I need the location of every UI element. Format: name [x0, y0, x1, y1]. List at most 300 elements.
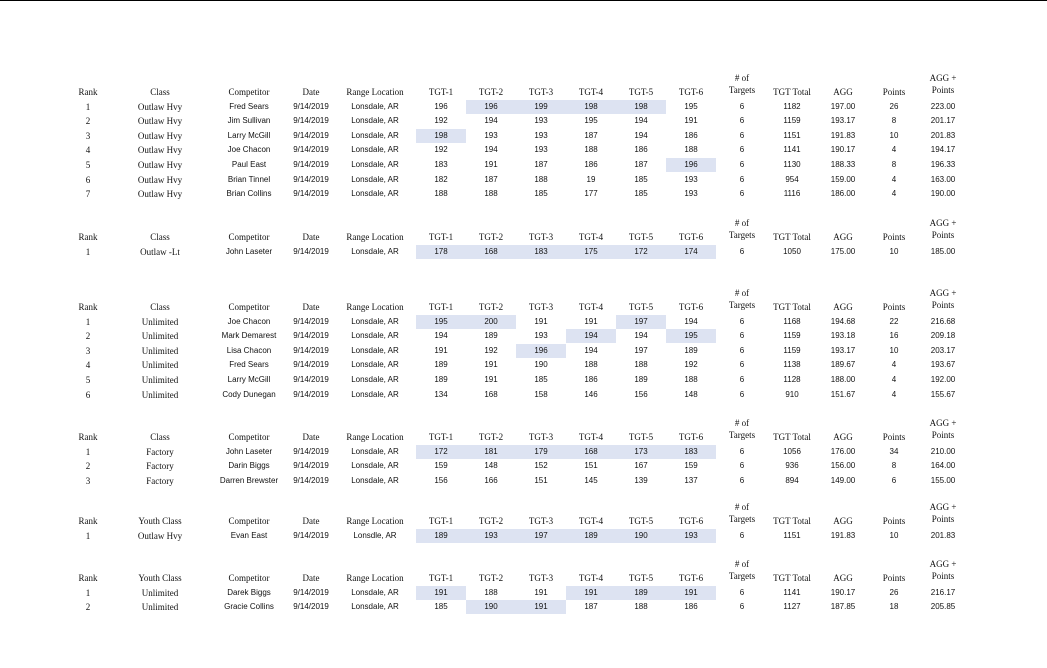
header-num-targets-line2: Targets	[728, 571, 756, 581]
competitor-cell: Gracie Collins	[224, 602, 274, 612]
tgt-cell: 183	[666, 445, 716, 459]
tgt-cell: 168	[484, 389, 498, 399]
header-class: Youth Class	[138, 516, 182, 526]
agg-cell: 190.17	[830, 587, 856, 597]
header-num-targets-line2: Targets	[728, 514, 756, 524]
header-range-location: Range Location	[346, 232, 404, 242]
tgt-cell: 185	[534, 189, 548, 199]
tgt-cell: 151	[534, 475, 548, 485]
tgt-cell: 198	[566, 100, 616, 114]
tgt-cell: 156	[434, 475, 448, 485]
header-tgt5: TGT-5	[628, 87, 654, 97]
tgt-cell: 200	[466, 315, 516, 329]
tgt-total-cell: 1141	[783, 145, 801, 155]
competitor-cell: Lisa Chacon	[226, 345, 272, 355]
header-tgt-total: TGT Total	[773, 87, 811, 97]
agg-plus-points-cell: 209.18	[930, 331, 956, 341]
header-num-targets	[722, 287, 762, 315]
header-tgt4: TGT-4	[578, 87, 604, 97]
tgt-cell: 145	[584, 475, 598, 485]
tgt-cell: 194	[434, 331, 448, 341]
header-agg: AGG	[833, 432, 853, 442]
rank-cell: 1	[85, 530, 91, 541]
date-cell: 9/14/2019	[293, 360, 329, 370]
tgt-cell: 191	[534, 316, 548, 326]
targets-cell: 6	[739, 116, 745, 126]
agg-plus-points-cell: 216.68	[930, 316, 956, 326]
header-tgt1: TGT-1	[428, 432, 454, 442]
tgt-cell: 179	[516, 445, 566, 459]
tgt-cell: 192	[434, 145, 448, 155]
rank-cell: 1	[85, 587, 91, 598]
header-agg-plus-line1: AGG +	[929, 73, 957, 83]
targets-cell: 6	[739, 101, 745, 111]
agg-cell: 191.83	[830, 130, 856, 140]
header-range-location: Range Location	[346, 432, 404, 442]
class-cell: Unlimited	[141, 389, 179, 400]
competitor-cell: Darren Brewster	[219, 475, 279, 485]
range-location-cell: Lonsdale, AR	[351, 360, 399, 370]
header-row	[0, 300, 1047, 314]
tgt-cell: 188	[684, 375, 698, 384]
table-row	[0, 315, 1047, 329]
targets-cell: 6	[739, 174, 745, 184]
competitor-cell: Mark Demarest	[221, 331, 277, 341]
competitor-cell: John Laseter	[225, 246, 273, 256]
tgt-cell: 189	[616, 586, 666, 600]
class-cell: Outlaw Hvy	[137, 189, 183, 200]
header-competitor: Competitor	[228, 432, 270, 442]
agg-plus-points-cell: 201.17	[930, 116, 956, 126]
tgt-cell: 188	[534, 174, 548, 184]
rank-cell: 2	[85, 461, 91, 472]
agg-cell: 175.00	[830, 246, 856, 256]
agg-plus-points-cell: 223.00	[930, 101, 956, 111]
table-row	[0, 373, 1047, 387]
agg-cell: 151.67	[830, 389, 856, 399]
class-cell: Factory	[146, 461, 174, 472]
header-agg-plus-line1: AGG +	[929, 418, 957, 428]
header-tgt5: TGT-5	[628, 573, 654, 583]
rank-cell: 1	[85, 101, 91, 112]
header-num-targets	[722, 217, 762, 245]
header-tgt2: TGT-2	[478, 87, 504, 97]
competitor-cell: Cody Dunegan	[222, 389, 276, 399]
tgt-cell: 156	[634, 389, 648, 399]
date-cell: 9/14/2019	[293, 101, 329, 111]
targets-cell: 6	[739, 602, 745, 612]
header-tgt1: TGT-1	[428, 302, 454, 312]
points-cell: 4	[891, 389, 897, 399]
range-location-cell: Lonsdale, AR	[351, 331, 399, 341]
tgt-cell: 193	[534, 116, 548, 126]
header-num-targets-line1: # of	[734, 218, 750, 228]
rank-cell: 1	[85, 316, 91, 327]
agg-plus-points-cell: 193.67	[930, 360, 956, 370]
tgt-cell: 188	[434, 189, 448, 199]
tgt-cell: 186	[634, 145, 648, 155]
targets-cell: 6	[739, 316, 745, 326]
tgt-total-cell: 1168	[783, 316, 801, 326]
header-tgt6: TGT-6	[678, 87, 704, 97]
tgt-cell: 190	[616, 529, 666, 543]
header-tgt5: TGT-5	[628, 232, 654, 242]
top-border	[0, 0, 1047, 1]
header-tgt6: TGT-6	[678, 232, 704, 242]
tgt-total-cell: 936	[785, 461, 799, 471]
agg-plus-points-cell: 185.00	[930, 246, 956, 256]
date-cell: 9/14/2019	[293, 389, 329, 399]
header-points: Points	[882, 516, 906, 526]
header-tgt2: TGT-2	[478, 432, 504, 442]
tgt-cell: 189	[434, 375, 448, 384]
tgt-cell: 193	[684, 174, 698, 184]
points-cell: 26	[889, 101, 899, 111]
competitor-cell: Evan East	[230, 530, 268, 540]
rank-cell: 4	[85, 360, 91, 371]
tgt-cell: 168	[466, 245, 516, 259]
table-row	[0, 173, 1047, 187]
agg-cell: 187.85	[830, 602, 856, 612]
header-class: Class	[150, 302, 170, 312]
range-location-cell: Lonsdale, AR	[351, 145, 399, 155]
tgt-cell: 187	[534, 160, 548, 169]
range-location-cell: Lonsdale, AR	[351, 461, 399, 471]
header-num-targets-line2: Targets	[728, 230, 756, 240]
header-tgt-total: TGT Total	[773, 302, 811, 312]
rank-cell: 2	[85, 116, 91, 127]
date-cell: 9/14/2019	[293, 331, 329, 341]
tgt-cell: 172	[616, 245, 666, 259]
table-row	[0, 100, 1047, 114]
header-num-targets	[722, 558, 762, 586]
header-num-targets	[722, 417, 762, 445]
header-range-location: Range Location	[346, 516, 404, 526]
agg-plus-points-cell: 155.00	[930, 475, 956, 485]
tgt-cell: 191	[416, 586, 466, 600]
header-num-targets-line2: Targets	[728, 430, 756, 440]
tgt-cell: 183	[516, 245, 566, 259]
targets-cell: 6	[739, 145, 745, 155]
table-row	[0, 158, 1047, 172]
header-tgt6: TGT-6	[678, 302, 704, 312]
class-cell: Unlimited	[141, 602, 179, 613]
agg-cell: 193.17	[830, 116, 856, 126]
table-row	[0, 445, 1047, 459]
tgt-cell: 183	[434, 160, 448, 169]
range-location-cell: Lonsdale, AR	[351, 189, 399, 199]
range-location-cell: Lonsdale, AR	[351, 587, 399, 597]
header-agg: AGG	[833, 232, 853, 242]
range-location-cell: Lonsdale, AR	[351, 446, 399, 456]
agg-plus-points-cell: 196.33	[930, 160, 956, 169]
tgt-cell: 193	[466, 529, 516, 543]
header-date: Date	[302, 87, 320, 97]
tgt-cell: 152	[534, 461, 548, 471]
points-cell: 4	[891, 174, 897, 184]
tgt-cell: 198	[416, 129, 466, 143]
agg-plus-points-cell: 192.00	[930, 375, 956, 384]
targets-cell: 6	[739, 189, 745, 199]
table-row	[0, 529, 1047, 543]
date-cell: 9/14/2019	[293, 530, 329, 540]
table-row	[0, 586, 1047, 600]
table-row	[0, 388, 1047, 402]
header-competitor: Competitor	[228, 87, 270, 97]
targets-cell: 6	[739, 475, 745, 485]
tgt-cell: 186	[684, 130, 698, 140]
tgt-cell: 159	[684, 461, 698, 471]
targets-cell: 6	[739, 160, 745, 169]
agg-plus-points-cell: 164.00	[930, 461, 956, 471]
header-num-targets-line1: # of	[734, 559, 750, 569]
tgt-cell: 188	[634, 602, 648, 612]
tgt-cell: 181	[466, 445, 516, 459]
header-date: Date	[302, 573, 320, 583]
targets-cell: 6	[739, 587, 745, 597]
date-cell: 9/14/2019	[293, 475, 329, 485]
header-tgt3: TGT-3	[528, 232, 554, 242]
header-tgt6: TGT-6	[678, 432, 704, 442]
header-competitor: Competitor	[228, 302, 270, 312]
header-rank: Rank	[78, 516, 98, 526]
header-tgt6: TGT-6	[678, 516, 704, 526]
date-cell: 9/14/2019	[293, 246, 329, 256]
tgt-cell: 199	[516, 100, 566, 114]
rank-cell: 5	[85, 375, 91, 385]
range-location-cell: Lonsdale, AR	[351, 475, 399, 485]
points-cell: 4	[891, 360, 897, 370]
agg-cell: 191.83	[830, 530, 856, 540]
rank-cell: 3	[85, 475, 91, 486]
header-points: Points	[882, 87, 906, 97]
date-cell: 9/14/2019	[293, 345, 329, 355]
tgt-cell: 188	[584, 145, 598, 155]
rank-cell: 3	[85, 345, 91, 356]
points-cell: 6	[891, 475, 897, 485]
header-date: Date	[302, 232, 320, 242]
tgt-total-cell: 1151	[783, 530, 801, 540]
tgt-cell: 196	[434, 101, 448, 111]
tgt-cell: 167	[634, 461, 648, 471]
header-tgt3: TGT-3	[528, 87, 554, 97]
tgt-cell: 189	[684, 345, 698, 355]
range-location-cell: Lonsdale, AR	[351, 174, 399, 184]
points-cell: 18	[889, 602, 899, 612]
header-class: Youth Class	[138, 573, 182, 583]
agg-plus-points-cell: 203.17	[930, 345, 956, 355]
tgt-total-cell: 1141	[783, 587, 801, 597]
tgt-cell: 196	[666, 158, 716, 172]
agg-cell: 159.00	[830, 174, 856, 184]
tgt-cell: 191	[516, 600, 566, 614]
tgt-cell: 175	[566, 245, 616, 259]
header-agg-plus-line2: Points	[931, 85, 955, 95]
header-tgt3: TGT-3	[528, 302, 554, 312]
header-tgt1: TGT-1	[428, 232, 454, 242]
tgt-cell: 193	[534, 130, 548, 140]
header-agg-plus-line2: Points	[931, 430, 955, 440]
header-tgt1: TGT-1	[428, 573, 454, 583]
tgt-cell: 178	[416, 245, 466, 259]
points-cell: 16	[889, 331, 899, 341]
tgt-cell: 194	[634, 331, 648, 341]
header-range-location: Range Location	[346, 573, 404, 583]
tgt-cell: 197	[516, 529, 566, 543]
header-tgt2: TGT-2	[478, 516, 504, 526]
header-rank: Rank	[78, 573, 98, 583]
agg-plus-points-cell: 205.85	[930, 602, 956, 612]
tgt-total-cell: 1159	[783, 116, 801, 126]
table-row	[0, 187, 1047, 201]
tgt-cell: 168	[566, 445, 616, 459]
points-cell: 8	[891, 116, 897, 126]
agg-cell: 186.00	[830, 189, 856, 199]
header-num-targets	[722, 72, 762, 100]
agg-plus-points-cell: 201.83	[930, 130, 956, 140]
points-cell: 4	[891, 189, 897, 199]
tgt-total-cell: 1127	[783, 602, 801, 612]
header-num-targets-line1: # of	[734, 418, 750, 428]
header-competitor: Competitor	[228, 232, 270, 242]
header-class: Class	[150, 232, 170, 242]
class-cell: Outlaw Hvy	[137, 160, 183, 170]
tgt-total-cell: 1128	[783, 375, 801, 384]
header-rank: Rank	[78, 302, 98, 312]
range-location-cell: Lonsdale, AR	[351, 316, 399, 326]
agg-cell: 190.17	[830, 145, 856, 155]
tgt-cell: 174	[666, 245, 716, 259]
tgt-cell: 185	[634, 174, 648, 184]
agg-cell: 176.00	[830, 446, 856, 456]
tgt-cell: 148	[484, 461, 498, 471]
header-tgt1: TGT-1	[428, 516, 454, 526]
points-cell: 22	[889, 316, 899, 326]
tgt-cell: 194	[484, 116, 498, 126]
header-row	[0, 514, 1047, 528]
tgt-cell: 186	[584, 375, 598, 384]
tgt-total-cell: 1116	[783, 189, 801, 199]
tgt-cell: 148	[684, 389, 698, 399]
tgt-total-cell: 1159	[783, 331, 801, 341]
header-tgt-total: TGT Total	[773, 573, 811, 583]
tgt-cell: 193	[484, 130, 498, 140]
header-tgt2: TGT-2	[478, 302, 504, 312]
date-cell: 9/14/2019	[293, 375, 329, 384]
competitor-cell: Paul East	[231, 160, 267, 169]
range-location-cell: Lonsdale, AR	[351, 116, 399, 126]
header-agg-plus-line1: AGG +	[929, 218, 957, 228]
tgt-cell: 197	[616, 315, 666, 329]
points-cell: 10	[889, 130, 899, 140]
class-cell: Factory	[146, 475, 174, 486]
competitor-cell: Jim Sullivan	[227, 116, 271, 126]
header-points: Points	[882, 573, 906, 583]
table-row	[0, 329, 1047, 343]
tgt-cell: 195	[416, 315, 466, 329]
agg-plus-points-cell: 201.83	[930, 530, 956, 540]
header-agg: AGG	[833, 87, 853, 97]
competitor-cell: Joe Chacon	[227, 145, 271, 155]
tgt-cell: 137	[684, 475, 698, 485]
tgt-cell: 159	[434, 461, 448, 471]
tgt-cell: 191	[484, 160, 498, 169]
rank-cell: 3	[85, 130, 91, 141]
competitor-cell: Fred Sears	[229, 360, 269, 370]
date-cell: 9/14/2019	[293, 130, 329, 140]
tgt-cell: 166	[484, 475, 498, 485]
tgt-cell: 196	[516, 344, 566, 358]
tgt-cell: 195	[666, 329, 716, 343]
header-rank: Rank	[78, 432, 98, 442]
header-tgt2: TGT-2	[478, 573, 504, 583]
tgt-cell: 193	[534, 145, 548, 155]
agg-plus-points-cell: 155.67	[930, 389, 956, 399]
tgt-cell: 191	[484, 375, 498, 384]
tgt-cell: 186	[584, 160, 598, 169]
tgt-cell: 194	[566, 329, 616, 343]
date-cell: 9/14/2019	[293, 446, 329, 456]
tgt-cell: 194	[634, 116, 648, 126]
class-cell: Unlimited	[141, 345, 179, 356]
header-agg-plus-line2: Points	[931, 230, 955, 240]
tgt-cell: 189	[434, 360, 448, 370]
tgt-cell: 191	[584, 316, 598, 326]
class-cell: Outlaw Hvy	[137, 530, 183, 541]
competitor-cell: Fred Sears	[229, 101, 269, 111]
agg-plus-points-cell: 190.00	[930, 189, 956, 199]
header-tgt2: TGT-2	[478, 232, 504, 242]
tgt-cell: 194	[634, 130, 648, 140]
competitor-cell: Darin Biggs	[228, 461, 270, 471]
targets-cell: 6	[739, 360, 745, 370]
rank-cell: 4	[85, 145, 91, 156]
header-agg: AGG	[833, 573, 853, 583]
points-cell: 8	[891, 160, 897, 169]
header-tgt4: TGT-4	[578, 232, 604, 242]
tgt-cell: 134	[434, 389, 448, 399]
competitor-cell: John Laseter	[225, 446, 273, 456]
tgt-cell: 192	[434, 116, 448, 126]
table-row	[0, 129, 1047, 143]
tgt-total-cell: 1151	[783, 130, 801, 140]
tgt-cell: 189	[634, 375, 648, 384]
table-row	[0, 245, 1047, 259]
tgt-cell: 194	[684, 316, 698, 326]
points-cell: 10	[889, 530, 899, 540]
rank-cell: 6	[85, 389, 91, 400]
agg-cell: 149.00	[830, 475, 856, 485]
tgt-cell: 185	[634, 189, 648, 199]
header-num-targets-line2: Targets	[728, 85, 756, 95]
table-row	[0, 459, 1047, 473]
tgt-total-cell: 954	[785, 174, 799, 184]
class-cell: Unlimited	[141, 375, 179, 385]
tgt-total-cell: 1056	[783, 446, 801, 456]
targets-cell: 6	[739, 375, 745, 384]
table-row	[0, 358, 1047, 372]
header-agg-plus-points	[921, 217, 965, 245]
tgt-cell: 193	[666, 529, 716, 543]
header-points: Points	[882, 302, 906, 312]
header-tgt5: TGT-5	[628, 302, 654, 312]
tgt-cell: 189	[416, 529, 466, 543]
header-points: Points	[882, 232, 906, 242]
table-row	[0, 114, 1047, 128]
table-row	[0, 143, 1047, 157]
header-row	[0, 571, 1047, 585]
tgt-cell: 191	[566, 586, 616, 600]
